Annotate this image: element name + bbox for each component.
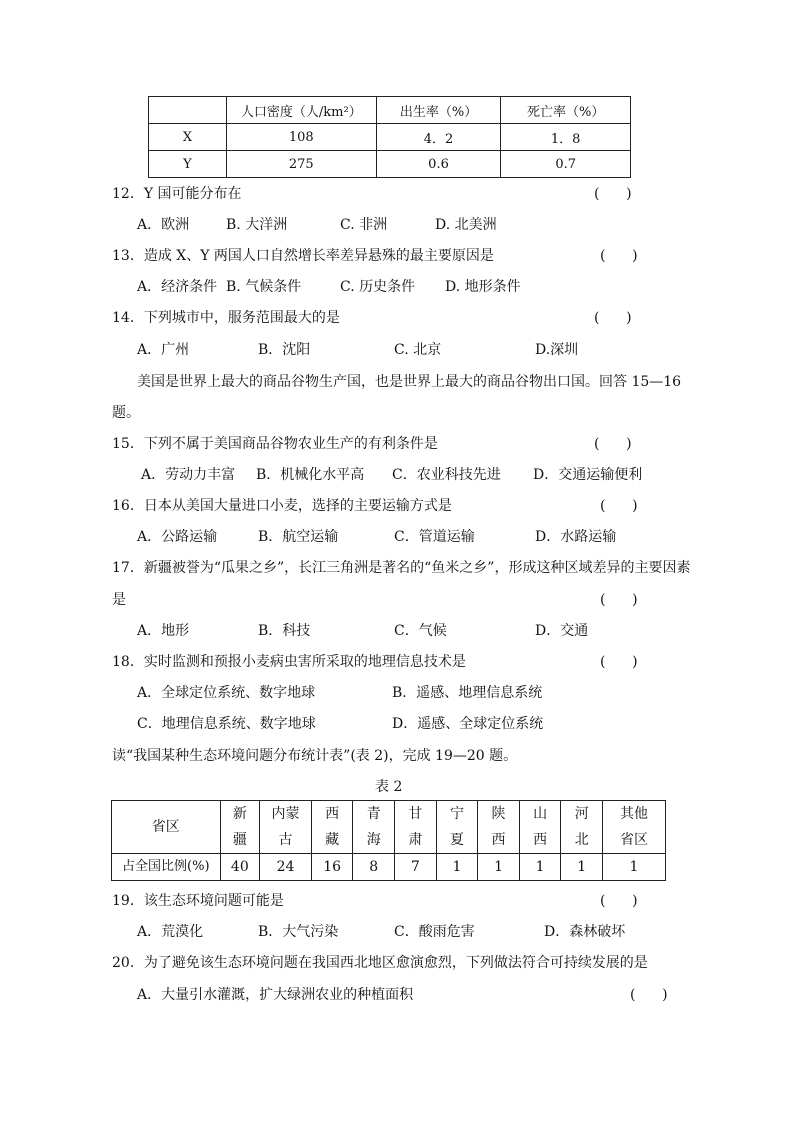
q16-option-a: A．公路运输 — [137, 529, 218, 545]
question-18-stem: 18．实时监测和预报小麦病虫害所采取的地理信息技术是 — [112, 654, 466, 670]
question-17-line2: 是 — [112, 592, 126, 608]
table-cell: 1 — [519, 854, 561, 881]
table-cell: 0.6 — [376, 151, 501, 178]
question-12-stem: 12．Y 国可能分布在 — [112, 186, 242, 202]
q16-option-b: B．航空运输 — [258, 529, 339, 545]
table-row — [149, 151, 631, 178]
table-cell: 1 — [603, 854, 666, 881]
q14-option-b: B．沈阳 — [258, 342, 311, 358]
q13-option-d: D. 地形条件 — [445, 279, 521, 295]
intro-19-20: 读“我国某种生态环境问题分布统计表”(表 2)，完成 19—20 题。 — [112, 748, 518, 764]
q16-option-c: C．管道运输 — [394, 529, 475, 545]
province-cell: 河 北 — [561, 801, 603, 854]
q13-option-a: A．经济条件 — [137, 279, 218, 295]
answer-paren: ( ) — [594, 436, 632, 452]
question-19-stem: 19．该生态环境问题可能是 — [112, 893, 284, 909]
question-13-stem: 13．造成 X、Y 两国人口自然增长率差异悬殊的最主要原因是 — [112, 248, 494, 264]
q17-option-d: D．交通 — [535, 623, 589, 639]
q17-option-b: B．科技 — [258, 623, 311, 639]
q14-option-d: D.深圳 — [535, 342, 579, 358]
q12-option-a: A．欧洲 — [137, 217, 190, 233]
table-cell: 1．8 — [501, 124, 631, 151]
table-cell: Y — [149, 151, 227, 178]
table-header-row — [149, 97, 631, 124]
table-row-label: 占全国比例(%) — [112, 854, 221, 881]
answer-paren: ( ) — [600, 498, 638, 514]
q15-option-a: A．劳动力丰富 — [141, 467, 236, 483]
table-cell: 108 — [226, 124, 376, 151]
table-row — [112, 854, 666, 881]
table-2-caption: 表 2 — [375, 779, 403, 795]
q18-option-c: C．地理信息系统、数字地球 — [137, 716, 316, 732]
q17-option-a: A．地形 — [137, 623, 190, 639]
question-14-stem: 14．下列城市中，服务范围最大的是 — [112, 310, 340, 326]
table-header-row — [112, 801, 666, 854]
table-cell: 275 — [226, 151, 376, 178]
province-cell: 内蒙 古 — [260, 801, 312, 854]
answer-paren: ( ) — [600, 654, 638, 670]
table-cell: 24 — [260, 854, 312, 881]
intro-15-16-line1: 美国是世界上最大的商品谷物生产国，也是世界上最大的商品谷物出口国。回答 15—16 — [137, 374, 682, 390]
population-table — [148, 96, 631, 178]
q19-option-b: B．大气污染 — [258, 924, 339, 940]
province-cell: 青 海 — [353, 801, 395, 854]
answer-paren: ( ) — [600, 248, 638, 264]
province-cell: 西 藏 — [311, 801, 353, 854]
q14-option-c: C. 北京 — [394, 342, 442, 358]
answer-paren: ( ) — [630, 987, 668, 1003]
province-cell: 甘 肃 — [395, 801, 437, 854]
q17-option-c: C．气候 — [394, 623, 447, 639]
table-header-cell: 人口密度（人/km²） — [226, 97, 376, 124]
q14-option-a: A．广州 — [137, 342, 190, 358]
q12-option-c: C. 非洲 — [340, 217, 388, 233]
question-15-stem: 15．下列不属于美国商品谷物农业生产的有利条件是 — [112, 436, 438, 452]
q12-option-b: B. 大洋洲 — [226, 217, 288, 233]
question-20-stem: 20．为了避免该生态环境问题在我国西北地区愈演愈烈，下列做法符合可持续发展的是 — [112, 955, 648, 971]
table-cell: 40 — [220, 854, 260, 881]
question-17-line1: 17．新疆被誉为“瓜果之乡”，长江三角洲是著名的“鱼米之乡”，形成这种区域差异的主要因素 — [112, 560, 691, 576]
q18-option-a: A．全球定位系统、数字地球 — [137, 685, 316, 701]
province-cell: 山 西 — [519, 801, 561, 854]
table-header-cell: 出生率（%） — [376, 97, 501, 124]
q20-option-a: A．大量引水灌溉，扩大绿洲农业的种植面积 — [137, 987, 414, 1003]
q19-option-d: D．森林破坏 — [544, 924, 626, 940]
table-header-cell: 死亡率（%） — [501, 97, 631, 124]
q18-option-b: B．遥感、地理信息系统 — [392, 685, 543, 701]
q15-option-d: D．交通运输便利 — [533, 467, 643, 483]
q19-option-a: A．荒漠化 — [137, 924, 204, 940]
q13-option-b: B. 气候条件 — [226, 279, 302, 295]
answer-paren: ( ) — [600, 893, 638, 909]
q19-option-c: C．酸雨危害 — [394, 924, 475, 940]
table-cell: X — [149, 124, 227, 151]
question-16-stem: 16．日本从美国大量进口小麦，选择的主要运输方式是 — [112, 498, 452, 514]
table-cell: 0.7 — [501, 151, 631, 178]
province-cell: 陕 西 — [478, 801, 520, 854]
answer-paren: ( ) — [594, 186, 632, 202]
table-row — [149, 124, 631, 151]
q13-option-c: C. 历史条件 — [340, 279, 416, 295]
q12-option-d: D. 北美洲 — [435, 217, 497, 233]
answer-paren: ( ) — [600, 592, 638, 608]
table-cell: 4．2 — [376, 124, 501, 151]
province-cell: 其他 省区 — [603, 801, 666, 854]
table-row-label: 省区 — [112, 801, 221, 854]
q16-option-d: D．水路运输 — [535, 529, 617, 545]
ecological-problem-table — [111, 800, 666, 881]
answer-paren: ( ) — [594, 310, 632, 326]
province-cell: 宁 夏 — [436, 801, 478, 854]
q15-option-c: C．农业科技先进 — [392, 467, 501, 483]
table-header-cell — [149, 97, 227, 124]
table-cell: 1 — [561, 854, 603, 881]
table-cell: 8 — [353, 854, 395, 881]
q18-option-d: D．遥感、全球定位系统 — [392, 716, 544, 732]
q15-option-b: B．机械化水平高 — [256, 467, 365, 483]
table-cell: 1 — [478, 854, 520, 881]
intro-15-16-line2: 题。 — [112, 405, 140, 421]
table-cell: 7 — [395, 854, 437, 881]
province-cell: 新 疆 — [220, 801, 260, 854]
table-cell: 16 — [311, 854, 353, 881]
table-cell: 1 — [436, 854, 478, 881]
